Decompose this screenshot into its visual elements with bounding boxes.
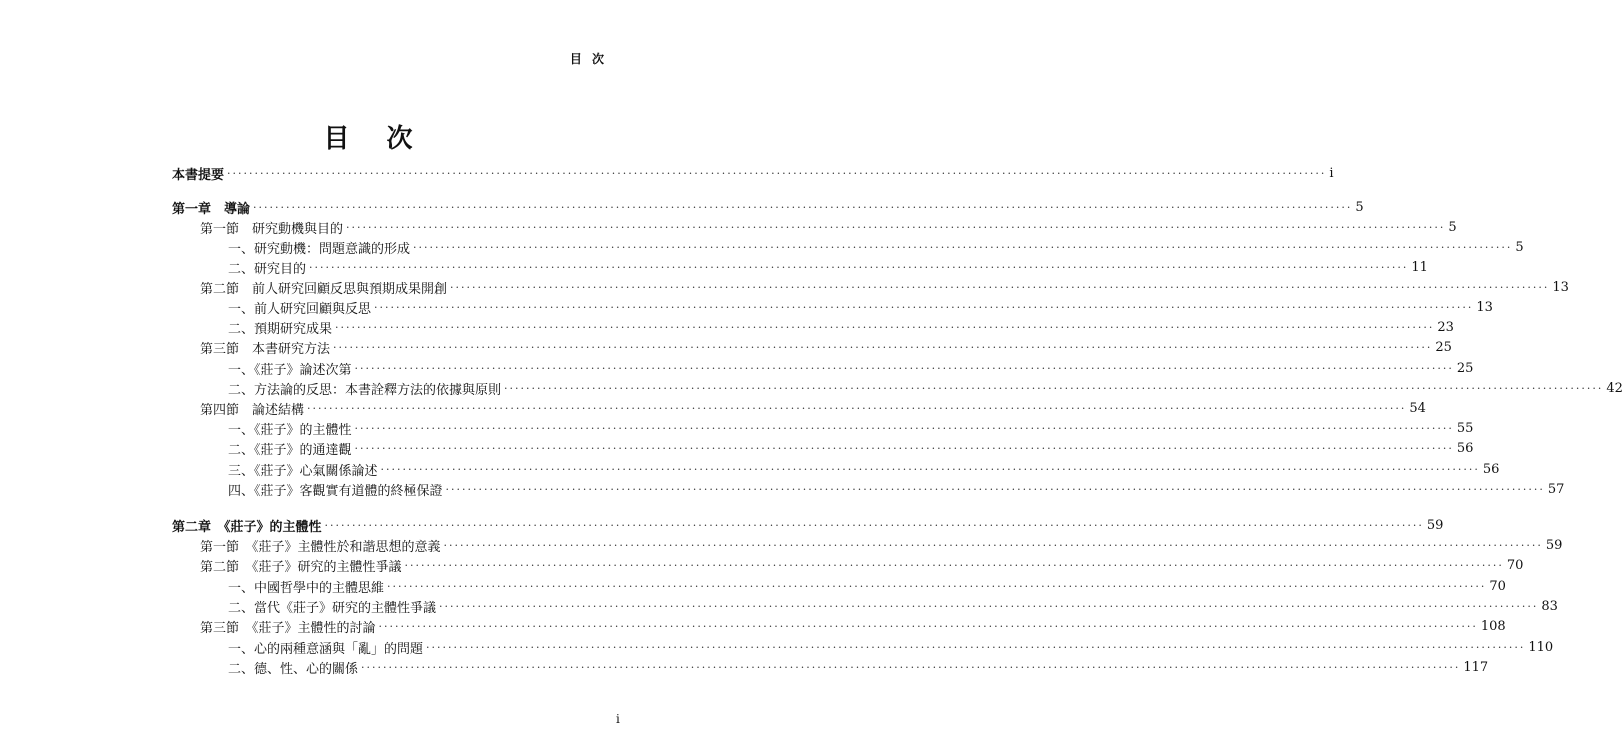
toc-entry-label: 本書提要	[172, 167, 225, 183]
toc-entry-label: 一、前人研究回顧與反思	[228, 301, 372, 317]
toc-entry-label: 第二節 前人研究回顧反思與預期成果開創	[200, 281, 448, 297]
toc-leader-dots: ········································································································································································································	[361, 660, 1461, 674]
toc-leader-dots: ········································································································································································································	[445, 482, 1545, 496]
toc-entry-label: 三、《莊子》心氣關係論述	[228, 463, 378, 479]
toc-entry-page: 55	[1456, 420, 1474, 436]
toc-entry	[0, 337, 1452, 357]
toc-entry-label: 第一節 研究動機與目的	[200, 221, 344, 237]
toc-entry-label: 第二章 《莊子》的主體性	[172, 519, 322, 535]
toc-entry-label: 一、心的兩種意涵與「亂」的問題	[228, 641, 424, 657]
toc-entry-page: 13	[1552, 279, 1569, 295]
toc-entry	[0, 616, 1506, 636]
toc-entry-page: 70	[1489, 578, 1506, 594]
toc-entry-page: 11	[1411, 259, 1428, 275]
toc-entry-page: 57	[1547, 481, 1565, 497]
toc-entry	[0, 418, 1474, 438]
toc-entry-page: 108	[1480, 618, 1506, 634]
toc-leader-dots: ········································································································································································································	[426, 640, 1526, 654]
toc-entry	[0, 576, 1506, 596]
toc-entry-label: 二、《莊子》的通達觀	[228, 442, 352, 458]
toc-entry-label: 第三節 本書研究方法	[200, 341, 331, 357]
toc-leader-dots: ········································································································································································································	[404, 558, 1504, 572]
toc-leader-dots: ········································································································································································································	[307, 401, 1407, 415]
running-head: 目 次	[569, 52, 607, 66]
toc-entry	[0, 479, 1565, 499]
toc-leader-dots: ········································································································································································································	[309, 260, 1409, 274]
toc-entry-page: 83	[1541, 598, 1558, 614]
page-title: 目 次	[323, 124, 427, 154]
toc-entry-page: 59	[1426, 517, 1444, 533]
toc-entry-label: 第二節 《莊子》研究的主體性爭議	[200, 559, 402, 575]
toc-entry-page: 59	[1545, 537, 1563, 553]
toc-entry	[0, 277, 1569, 297]
toc-entry-page: 25	[1456, 360, 1474, 376]
toc-entry-page: 117	[1463, 659, 1489, 675]
toc-entry	[0, 257, 1428, 277]
toc-leader-dots: ········································································································································································································	[413, 240, 1513, 254]
toc-leader-dots: ········································································································································································································	[443, 538, 1543, 552]
toc-leader-dots: ········································································································································································································	[504, 381, 1604, 395]
toc-entry	[0, 555, 1524, 575]
toc-entry	[0, 197, 1364, 217]
toc-leader-dots: ········································································································································································································	[333, 340, 1433, 354]
toc-entry-label: 四、《莊子》客觀實有道體的終極保證	[228, 483, 443, 499]
toc-leader-dots: ········································································································································································································	[346, 220, 1446, 234]
toc-entry-label: 二、預期研究成果	[228, 321, 333, 337]
toc-entry-label: 第一章 導論	[172, 201, 251, 217]
toc-leader-dots: ········································································································································································································	[253, 200, 1353, 214]
toc-entry-label: 一、中國哲學中的主體思維	[228, 580, 385, 596]
toc-leader-dots: ········································································································································································································	[354, 361, 1454, 375]
toc-leader-dots: ········································································································································································································	[439, 599, 1539, 613]
toc-leader-dots: ········································································································································································································	[227, 166, 1327, 180]
toc-entry-page: 110	[1528, 639, 1554, 655]
toc-entry	[0, 217, 1457, 237]
toc-entry-page: 56	[1482, 461, 1500, 477]
toc-leader-dots: ········································································································································································································	[378, 619, 1478, 633]
toc-leader-dots: ········································································································································································································	[354, 421, 1454, 435]
toc-entry	[0, 378, 1623, 398]
toc-entry-label: 二、研究目的	[228, 261, 307, 277]
toc-entry	[0, 535, 1563, 555]
toc-leader-dots: ········································································································································································································	[374, 300, 1474, 314]
toc-entry-label: 一、《莊子》論述次第	[228, 362, 352, 378]
toc-entry-page: 54	[1409, 400, 1426, 416]
toc-entry-label: 二、當代《莊子》研究的主體性爭議	[228, 600, 437, 616]
toc-entry	[0, 657, 1489, 677]
toc-entry	[0, 163, 1334, 183]
toc-entry-page: 13	[1476, 299, 1493, 315]
toc-leader-dots: ········································································································································································································	[354, 441, 1454, 455]
toc-entry-label: 二、德、性、心的關係	[228, 661, 359, 677]
toc-leader-dots: ········································································································································································································	[324, 518, 1424, 532]
toc-entry-page: 5	[1355, 199, 1364, 215]
toc-entry-page: 23	[1437, 319, 1454, 335]
toc-entry	[0, 317, 1454, 337]
toc-entry-label: 第四節 論述結構	[200, 402, 305, 418]
toc-entry-label: 第三節 《莊子》主體性的討論	[200, 620, 376, 636]
toc-entry	[0, 297, 1493, 317]
toc-entry-page: 25	[1435, 339, 1452, 355]
toc-entry	[0, 637, 1554, 657]
toc-entry	[0, 358, 1474, 378]
toc-entry	[0, 398, 1426, 418]
toc-entry	[0, 596, 1558, 616]
toc-leader-dots: ········································································································································································································	[335, 320, 1435, 334]
toc-entry-page: 5	[1515, 239, 1524, 255]
toc-entry-label: 一、研究動機：問題意識的形成	[228, 241, 411, 257]
toc-entry-label: 第一節 《莊子》主體性於和諧思想的意義	[200, 539, 441, 555]
toc-entry	[0, 515, 1444, 535]
toc-entry-page: i	[1329, 165, 1334, 181]
toc-leader-dots: ········································································································································································································	[450, 280, 1550, 294]
toc-entry	[0, 438, 1474, 458]
toc-leader-dots: ········································································································································································································	[380, 462, 1480, 476]
toc-entry-page: 5	[1448, 219, 1457, 235]
toc-entry	[0, 237, 1524, 257]
toc-leader-dots: ········································································································································································································	[387, 579, 1487, 593]
toc-entry-page: 42	[1606, 380, 1623, 396]
toc-entry-page: 56	[1456, 440, 1474, 456]
toc-entry	[0, 459, 1500, 479]
toc-entry-label: 二、方法論的反思：本書詮釋方法的依據與原則	[228, 382, 502, 398]
toc-entry-label: 一、《莊子》的主體性	[228, 422, 352, 438]
page-number: i	[616, 712, 620, 726]
toc-entry-page: 70	[1506, 557, 1524, 573]
